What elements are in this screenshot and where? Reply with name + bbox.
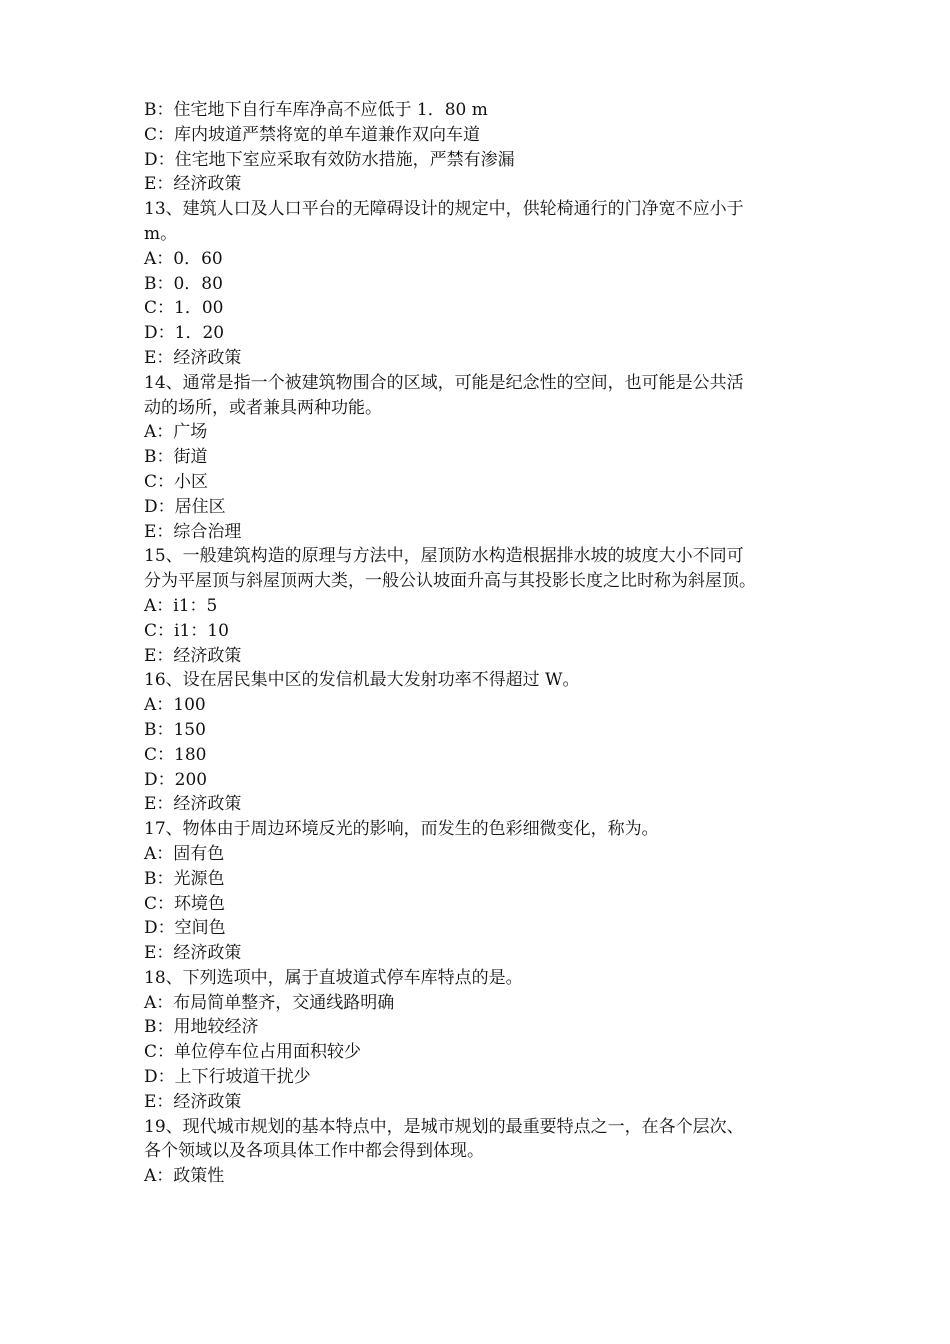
text-line: 动的场所，或者兼具两种功能。 — [144, 397, 382, 418]
option-line: D：200 — [144, 769, 208, 790]
option-line: C：i1：10 — [144, 620, 229, 641]
option-line: E：经济政策 — [144, 645, 242, 666]
option-line: C：单位停车位占用面积较少 — [144, 1042, 362, 1063]
document-body — [144, 98, 834, 1189]
option-line: C：小区 — [144, 471, 209, 492]
text-line: B：住宅地下自行车库净高不应低于 1．80 m — [144, 100, 488, 120]
text-line: C：库内坡道严禁将宽的单车道兼作双向车道 — [144, 124, 481, 145]
option-line: D：空间色 — [144, 918, 226, 939]
option-line: A：固有色 — [144, 843, 225, 864]
text-line: E：经济政策 — [144, 174, 242, 195]
question-18: 18、下列选项中，属于直坡道式停车库特点的是。 — [144, 967, 523, 988]
option-line: A：0．60 — [144, 248, 223, 269]
question-15: 15、一般建筑构造的原理与方法中，屋顶防水构造根据排水坡的坡度大小不同可 — [144, 546, 744, 567]
option-line: C：180 — [144, 744, 207, 765]
question-17: 17、物体由于周边环境反光的影响，而发生的色彩细微变化，称为。 — [144, 819, 659, 840]
text-line: 分为平屋顶与斜屋顶两大类，一般公认坡面升高与其投影长度之比时称为斜屋顶。 — [144, 571, 756, 592]
option-line: A：100 — [144, 695, 206, 716]
option-line: B：街道 — [144, 447, 208, 468]
option-line: A：i1：5 — [144, 595, 218, 616]
text-line: D：住宅地下室应采取有效防水措施，严禁有渗漏 — [144, 149, 515, 170]
option-line: D：居住区 — [144, 496, 226, 517]
option-line: B：光源色 — [144, 868, 225, 889]
question-14: 14、通常是指一个被建筑物围合的区域，可能是纪念性的空间，也可能是公共活 — [144, 372, 744, 393]
option-line: E：经济政策 — [144, 347, 242, 368]
option-line: B：150 — [144, 719, 206, 740]
option-line: A：政策性 — [144, 1166, 225, 1187]
option-line: C：环境色 — [144, 893, 226, 914]
option-line: E：经济政策 — [144, 794, 242, 815]
option-line: E：综合治理 — [144, 521, 242, 542]
option-line: E：经济政策 — [144, 1091, 242, 1112]
option-line: B：用地较经济 — [144, 1017, 259, 1038]
option-line: D：上下行坡道干扰少 — [144, 1067, 311, 1088]
question-19: 19、现代城市规划的基本特点中，是城市规划的最重要特点之一，在各个层次、 — [144, 1116, 744, 1137]
option-line: C：1．00 — [144, 298, 224, 319]
text-line: m。 — [144, 223, 178, 244]
text-line: 各个领域以及各项具体工作中都会得到体现。 — [144, 1141, 484, 1162]
question-13: 13、建筑人口及人口平台的无障碍设计的规定中，供轮椅通行的门净宽不应小于 — [144, 199, 744, 220]
option-line: A：布局简单整齐，交通线路明确 — [144, 992, 395, 1013]
option-line: D：1．20 — [144, 323, 225, 344]
option-line: B：0．80 — [144, 273, 223, 294]
question-16: 16、设在居民集中区的发信机最大发射功率不得超过 W。 — [144, 670, 580, 691]
option-line: E：经济政策 — [144, 943, 242, 964]
option-line: A：广场 — [144, 422, 208, 443]
